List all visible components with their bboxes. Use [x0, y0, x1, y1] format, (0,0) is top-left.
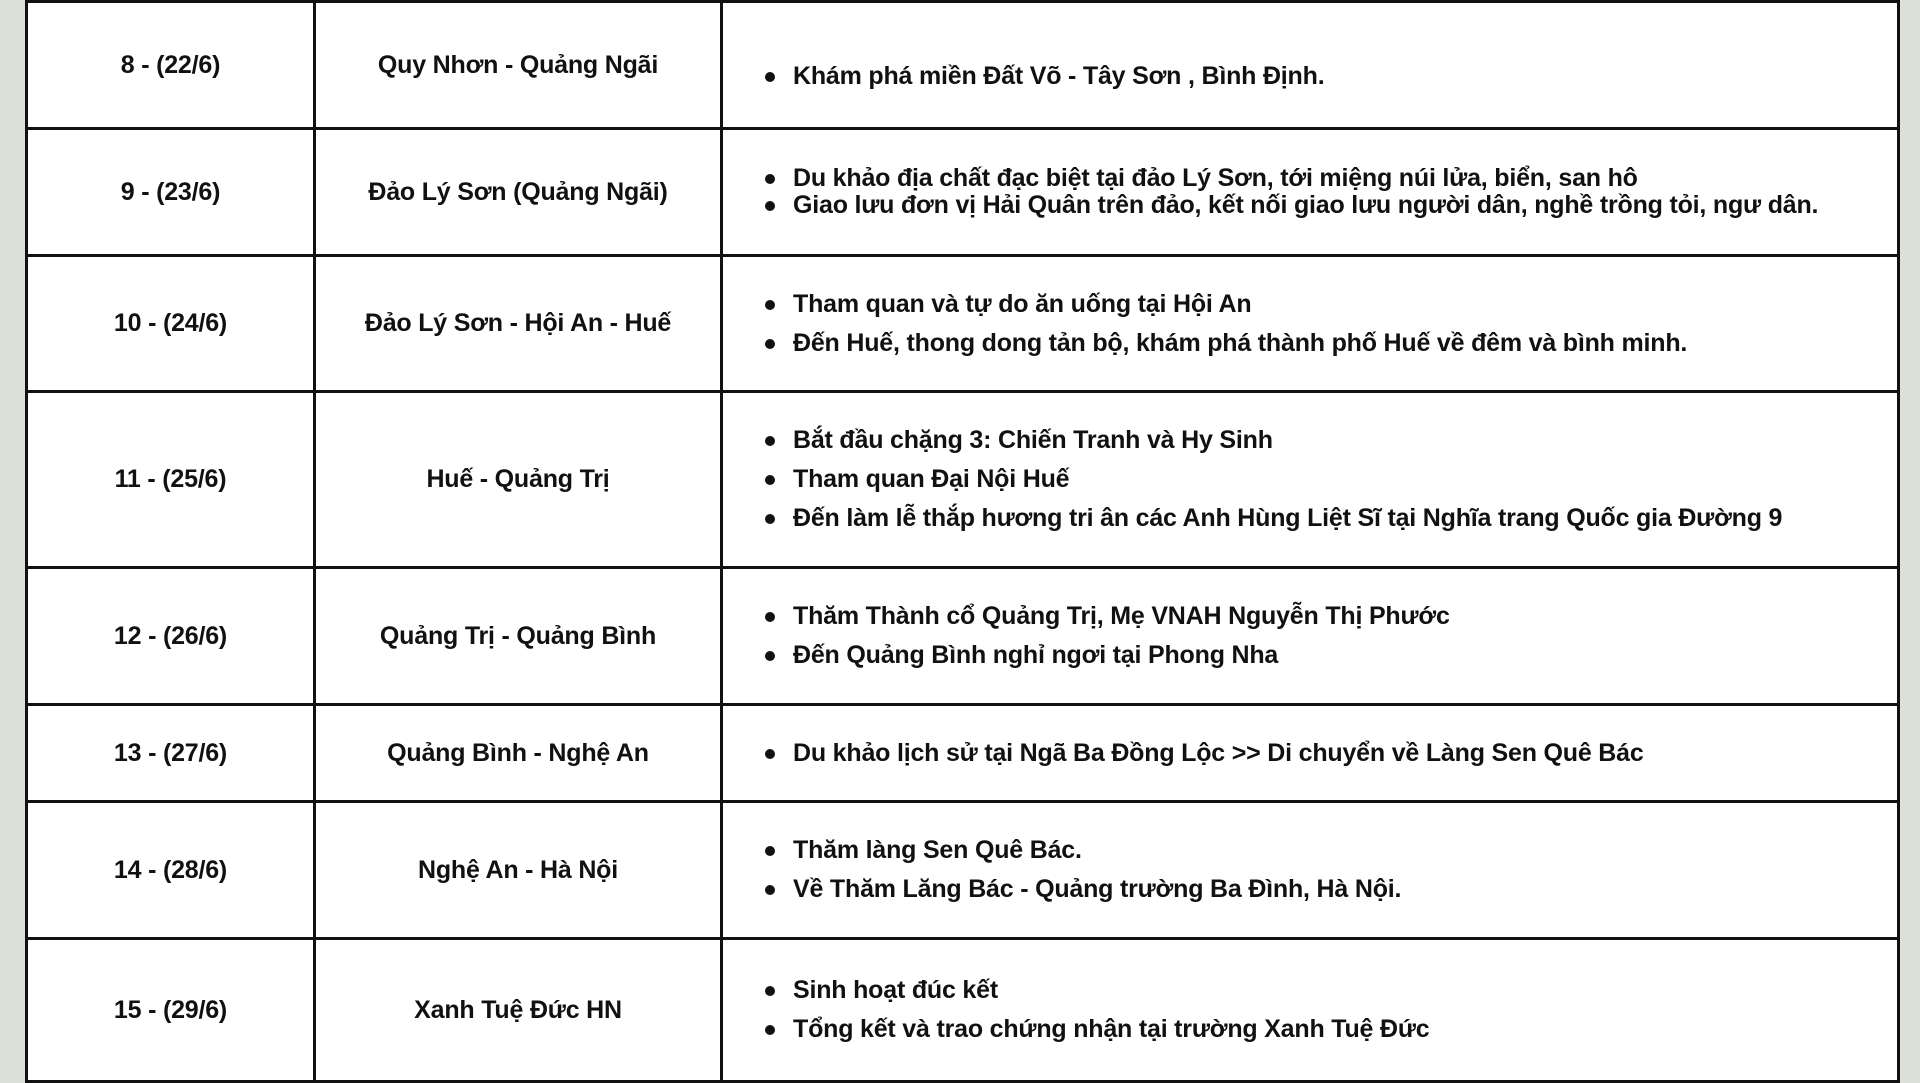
table-row	[27, 392, 1899, 568]
activity-item	[765, 636, 1897, 675]
activities-cell	[722, 939, 1899, 1082]
route-cell: Quy Nhơn - Quảng Ngãi	[315, 2, 722, 129]
itinerary-table	[25, 0, 1900, 1083]
activity-list	[765, 597, 1897, 675]
bullet-icon	[765, 846, 775, 856]
table-row	[27, 129, 1899, 256]
activity-text: Sinh hoạt đúc kết	[793, 976, 998, 1004]
bullet-icon	[765, 339, 775, 349]
bullet-icon	[765, 201, 775, 211]
activities-cell	[722, 256, 1899, 392]
activity-list	[765, 285, 1897, 363]
bullet-icon	[765, 986, 775, 996]
route-cell: Quảng Trị - Quảng Bình	[315, 568, 722, 705]
day-cell: 9 - (23/6)	[27, 129, 315, 256]
day-cell: 10 - (24/6)	[27, 256, 315, 392]
activities-cell	[722, 705, 1899, 802]
bullet-icon	[765, 300, 775, 310]
bullet-icon	[765, 749, 775, 759]
activity-item	[765, 57, 1897, 96]
activities-cell	[722, 802, 1899, 939]
activity-item	[765, 421, 1897, 460]
activity-list	[765, 734, 1897, 773]
activity-text: Tổng kết và trao chứng nhận tại trường Xanh Tuệ Đức	[793, 1015, 1430, 1043]
table-row	[27, 256, 1899, 392]
bullet-icon	[765, 1025, 775, 1035]
activity-list	[765, 831, 1897, 909]
bullet-icon	[765, 436, 775, 446]
day-cell: 12 - (26/6)	[27, 568, 315, 705]
table-row	[27, 2, 1899, 129]
activity-item	[765, 971, 1897, 1010]
activity-list	[765, 421, 1897, 538]
activity-list	[765, 971, 1897, 1049]
activity-item	[765, 285, 1897, 324]
activity-list	[765, 57, 1897, 96]
activity-text: Du khảo địa chất đạc biệt tại đảo Lý Sơn, tới miệng núi lửa, biển, san hô	[793, 164, 1638, 192]
bullet-icon	[765, 514, 775, 524]
activity-text: Thăm làng Sen Quê Bác.	[793, 836, 1082, 864]
activity-text: Thăm Thành cổ Quảng Trị, Mẹ VNAH Nguyễn Thị Phước	[793, 602, 1450, 630]
bullet-icon	[765, 885, 775, 895]
activity-text: Khám phá miền Đất Võ - Tây Sơn , Bình Định.	[793, 61, 1325, 90]
activity-item	[765, 165, 1897, 192]
activity-text: Tham quan và tự do ăn uống tại Hội An	[793, 289, 1252, 318]
route-cell: Đảo Lý Sơn (Quảng Ngãi)	[315, 129, 722, 256]
activities-cell	[722, 2, 1899, 129]
route-cell: Quảng Bình - Nghệ An	[315, 705, 722, 802]
activity-text: Đến làm lễ thắp hương tri ân các Anh Hùng Liệt Sĩ tại Nghĩa trang Quốc gia Đường 9	[793, 504, 1783, 532]
activity-text: Về Thăm Lăng Bác - Quảng trường Ba Đình, Hà Nội.	[793, 875, 1402, 903]
activity-item	[765, 460, 1897, 499]
activity-item	[765, 734, 1897, 773]
route-cell: Đảo Lý Sơn - Hội An - Huế	[315, 256, 722, 392]
activity-list	[765, 165, 1897, 219]
table-row	[27, 939, 1899, 1082]
activity-text: Bắt đầu chặng 3: Chiến Tranh và Hy Sinh	[793, 426, 1273, 454]
itinerary-sheet	[25, 0, 1897, 1080]
activity-item	[765, 192, 1897, 219]
activity-text: Tham quan Đại Nội Huế	[793, 465, 1070, 493]
day-cell: 14 - (28/6)	[27, 802, 315, 939]
activities-cell	[722, 568, 1899, 705]
table-row	[27, 705, 1899, 802]
table-row	[27, 802, 1899, 939]
day-cell: 13 - (27/6)	[27, 705, 315, 802]
bullet-icon	[765, 72, 775, 82]
activity-item	[765, 597, 1897, 636]
day-cell: 8 - (22/6)	[27, 2, 315, 129]
activity-text: Giao lưu đơn vị Hải Quân trên đảo, kết nối giao lưu người dân, nghề trồng tỏi, ngư dân.	[793, 191, 1819, 219]
route-cell: Xanh Tuệ Đức HN	[315, 939, 722, 1082]
activities-cell	[722, 129, 1899, 256]
route-cell: Nghệ An - Hà Nội	[315, 802, 722, 939]
activity-item	[765, 499, 1897, 538]
bullet-icon	[765, 174, 775, 184]
activity-item	[765, 324, 1897, 363]
activity-item	[765, 831, 1897, 870]
activity-item	[765, 870, 1897, 909]
bullet-icon	[765, 651, 775, 661]
activity-item	[765, 1010, 1897, 1049]
activity-text: Đến Quảng Bình nghỉ ngơi tại Phong Nha	[793, 641, 1279, 669]
activities-cell	[722, 392, 1899, 568]
day-cell: 11 - (25/6)	[27, 392, 315, 568]
day-cell: 15 - (29/6)	[27, 939, 315, 1082]
activity-text: Du khảo lịch sử tại Ngã Ba Đồng Lộc >> Di chuyển về Làng Sen Quê Bác	[793, 738, 1644, 767]
route-cell: Huế - Quảng Trị	[315, 392, 722, 568]
bullet-icon	[765, 475, 775, 485]
activity-text: Đến Huế, thong dong tản bộ, khám phá thành phố Huế về đêm và bình minh.	[793, 328, 1688, 357]
table-row	[27, 568, 1899, 705]
bullet-icon	[765, 612, 775, 622]
